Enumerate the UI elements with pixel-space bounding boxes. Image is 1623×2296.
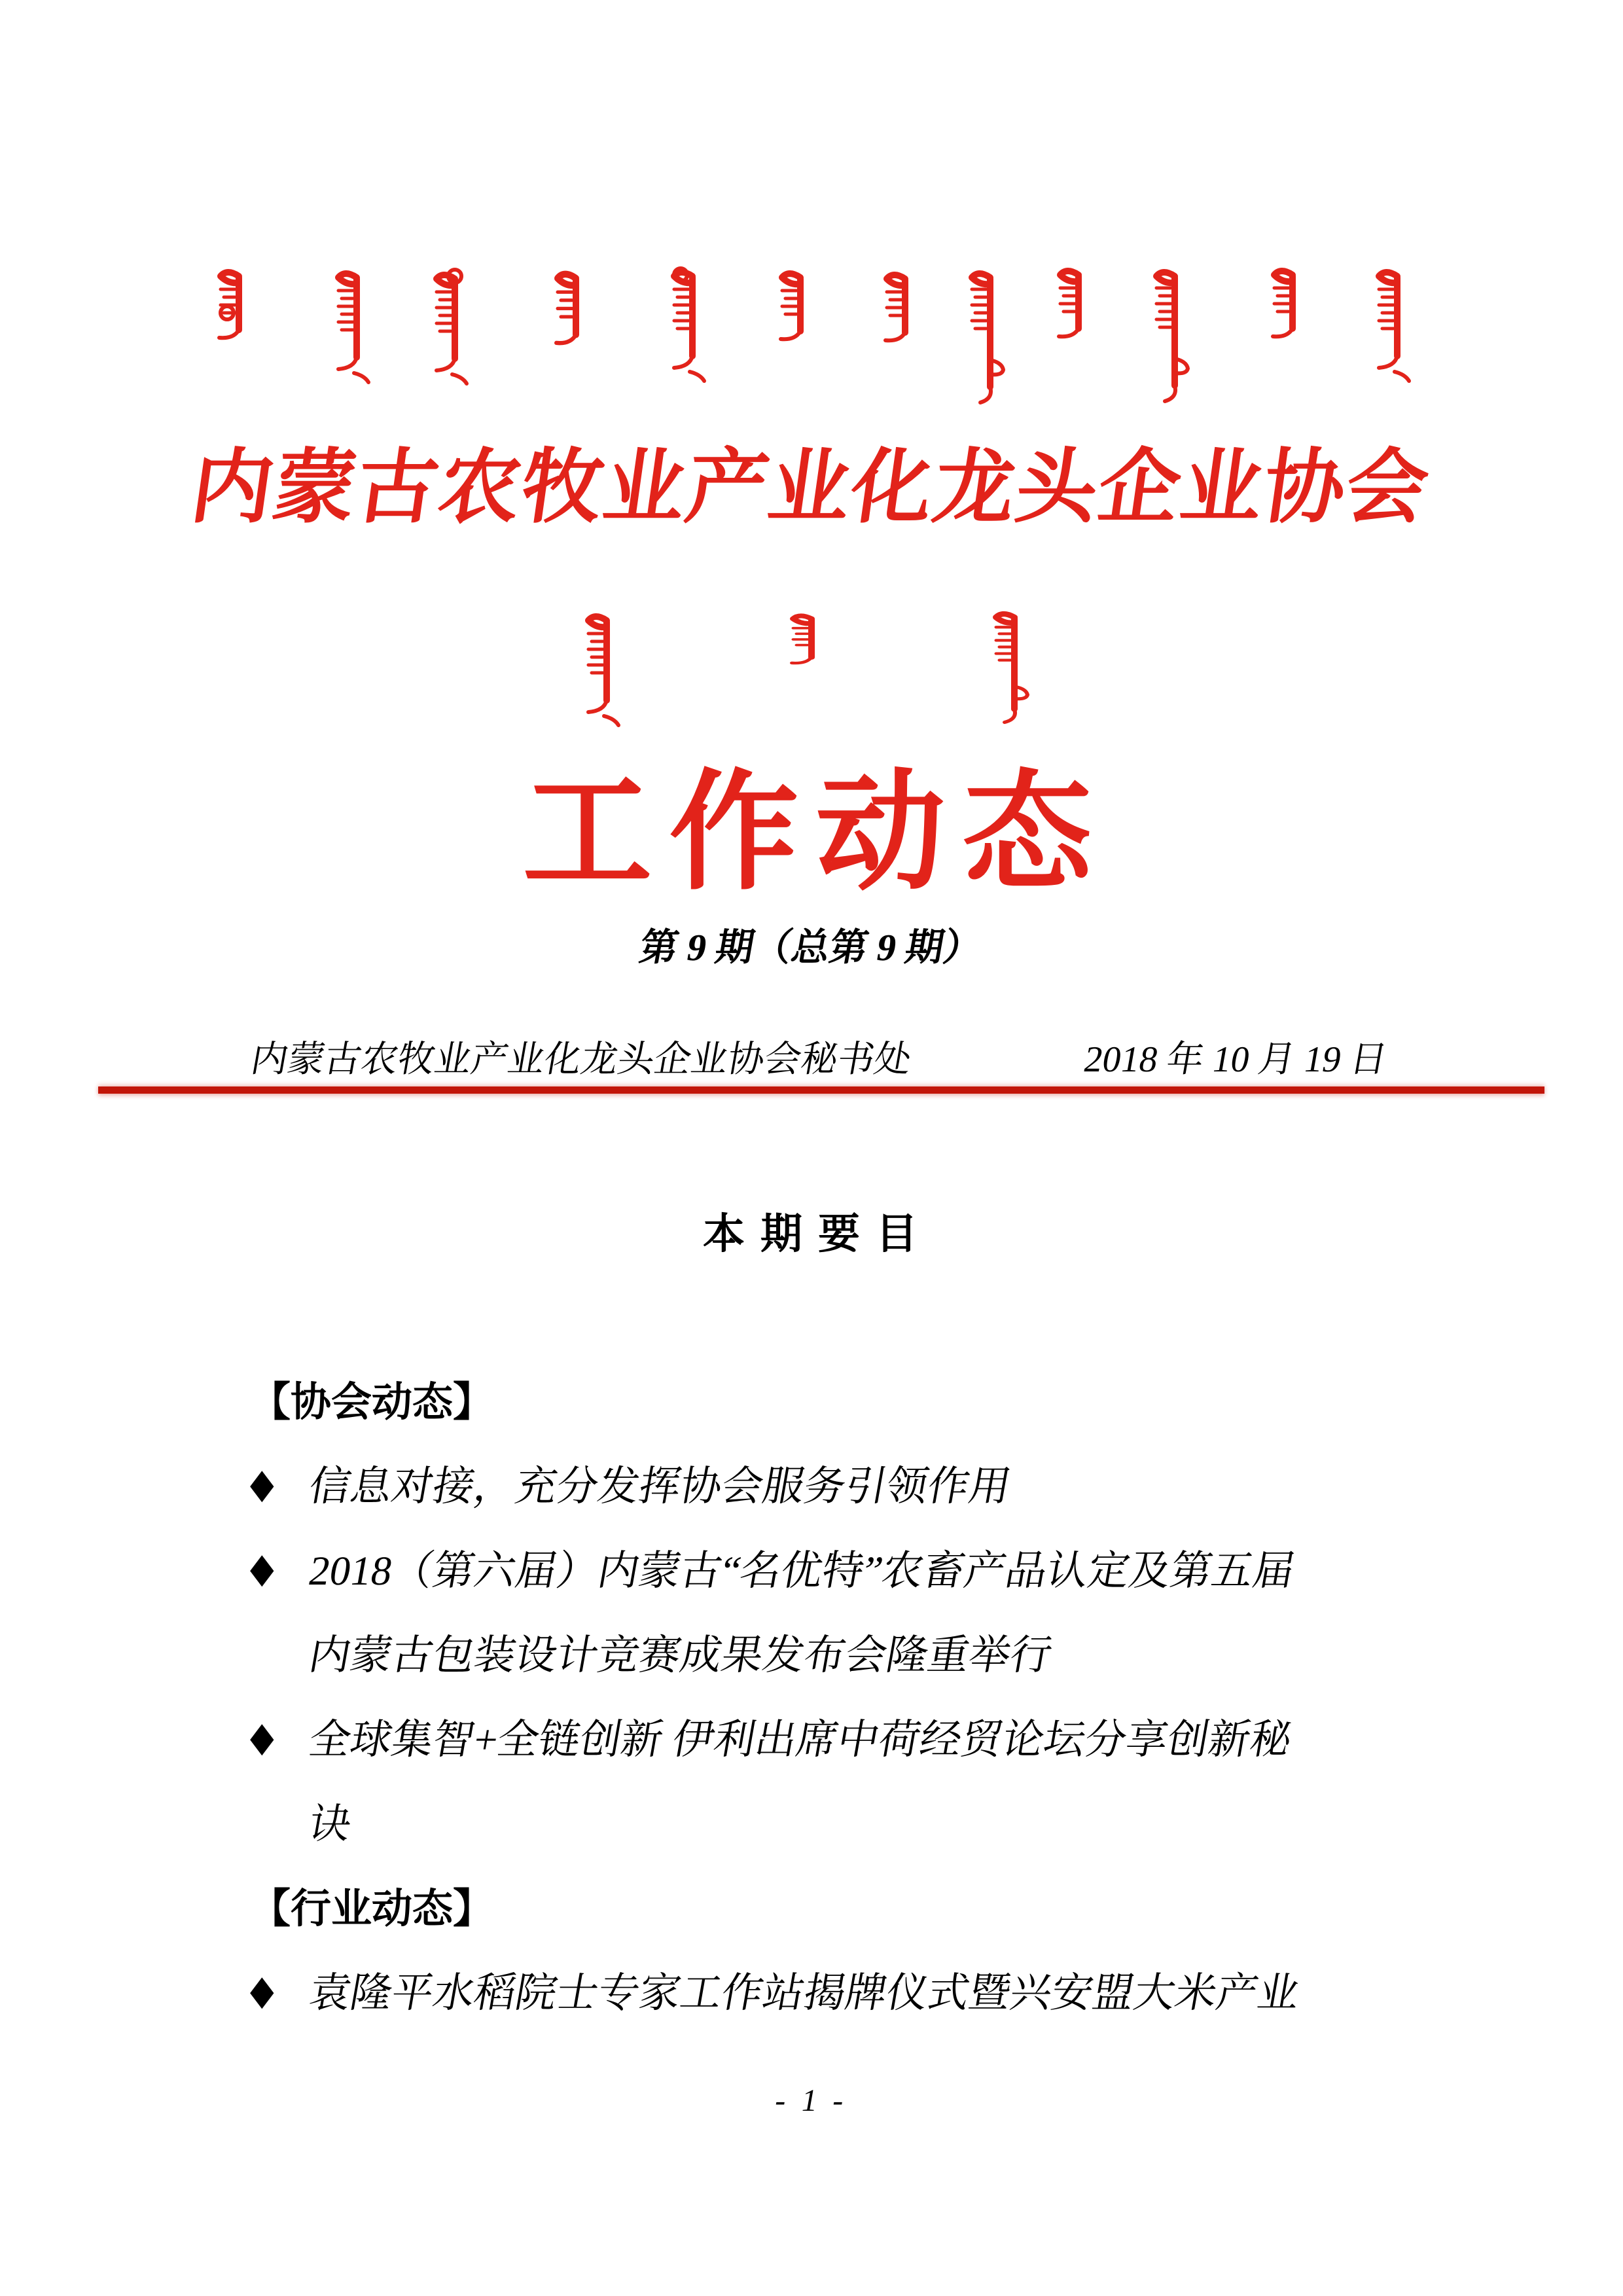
toc-item-text: 内蒙古包装设计竞赛成果发布会隆重举行 — [305, 1632, 1056, 1678]
issue-line — [0, 916, 1623, 971]
mongolian-script-middle — [592, 607, 1031, 732]
toc-item — [250, 1525, 1466, 1609]
toc-item — [250, 1947, 1466, 2032]
publisher-name: 内蒙古农牧业产业化龙头企业协会秘书处 — [247, 1039, 915, 1080]
toc-item-text: 2018（第六届）内蒙古“名优特”农畜产品认定及第五届 — [305, 1548, 1299, 1594]
toc-section-label — [250, 1863, 1466, 1947]
toc-item — [250, 1694, 1466, 1778]
diamond-bullet-icon: ◆ — [250, 1712, 274, 1761]
issue-date: 2018 年 10 月 19 日 — [1080, 1039, 1391, 1080]
section-label-text: 【行业动态】 — [250, 1886, 494, 1931]
bulletin-title: 工作动态 — [522, 762, 1109, 905]
red-divider-rule — [98, 1086, 1544, 1094]
toc-item-text: 信息对接，充分发挥协会服务引领作用 — [305, 1463, 1015, 1509]
org-title — [0, 422, 1623, 539]
section-label-text: 【协会动态】 — [250, 1380, 494, 1425]
toc-heading: 本 期 要 目 — [703, 1211, 920, 1257]
page-number-text: - 1 - — [772, 2083, 851, 2118]
toc-section-label — [250, 1356, 1466, 1441]
toc-item — [250, 1441, 1466, 1525]
diamond-bullet-icon: ◆ — [250, 1965, 274, 2014]
toc-item-text: 袁隆平水稻院士专家工作站揭牌仪式暨兴安盟大米产业 — [305, 1970, 1304, 2016]
org-title-text: 内蒙古农牧业产业化龙头企业协会 — [185, 443, 1436, 533]
publisher-row — [247, 1030, 1391, 1083]
diamond-bullet-icon: ◆ — [250, 1543, 274, 1592]
mongolian-script-top — [216, 262, 1420, 416]
page-number — [0, 2083, 1623, 2119]
toc-item-continuation — [250, 1778, 1466, 1863]
toc-item-text: 全球集智+全链创新 伊利出席中荷经贸论坛分享创新秘 — [305, 1717, 1296, 1763]
diamond-bullet-icon: ◆ — [250, 1458, 274, 1507]
toc-list — [250, 1356, 1466, 2032]
toc-item-continuation — [250, 1609, 1466, 1694]
toc-item-text: 诀 — [305, 1801, 355, 1847]
issue-line-text: 第 9 期（总第 9 期） — [636, 926, 986, 969]
